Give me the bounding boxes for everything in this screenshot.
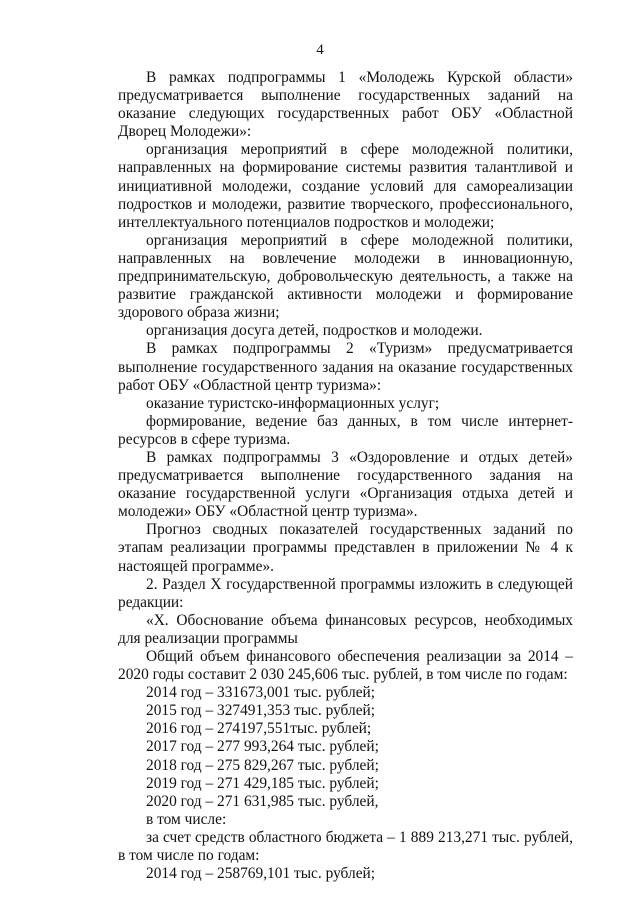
paragraph-tourism-info: оказание туристско-информационных услуг; [146, 394, 440, 412]
year-line: 2016 год – 274197,551тыс. рублей; [146, 720, 372, 738]
paragraph-forecast: Прогноз сводных показателей государственных заданий по этапам реализации программы представлен в приложении № 4 к настоящей программе». [118, 521, 573, 575]
paragraph-regional-budget: за счет средств областного бюджета – 1 889 213,271 тыс. рублей, в том числе по годам: [118, 828, 573, 865]
year-line: 2015 год – 327491,353 тыс. рублей; [146, 702, 376, 720]
paragraph-subprogram-2: В рамках подпрограммы 2 «Туризм» предусматривается выполнение государственного задания на оказание государственных работ ОБУ «Областной центр туризма»: [118, 340, 573, 394]
paragraph-databases: формирование, ведение баз данных, в том числе интернет-ресурсов в сфере туризма. [118, 412, 573, 448]
year-line: 2020 год – 271 631,985 тыс. рублей, [146, 792, 379, 810]
regional-year-line: 2014 год – 258769,101 тыс. рублей; [146, 865, 376, 883]
document-body [118, 69, 573, 883]
section-heading: «X. Обоснование объема финансовых ресурсов, необходимых для реализации программы [118, 611, 573, 647]
paragraph-subprogram-3: В рамках подпрограммы 3 «Оздоровление и отдых детей» предусматривается выполнение государственного задания на оказание государственной услуги «Организация отдыха детей и молодежи» ОБУ «Областной центр туризма». [118, 448, 573, 521]
year-line: 2018 год – 275 829,267 тыс. рублей; [146, 756, 379, 774]
paragraph-item-2: 2. Раздел X государственной программы изложить в следующей редакции: [118, 575, 573, 611]
paragraph-subprogram-1: В рамках подпрограммы 1 «Молодежь Курской области» предусматривается выполнение государственных заданий на оказание следующих государственных работ ОБУ «Областной Дворец Молодежи»: [118, 69, 573, 141]
paragraph-work-2: организация мероприятий в сфере молодежной политики, направленных на вовлечение молодежи в инновационную, предпринимательскую, добровольческую деятельность, а также на развитие гражданской активности молодежи и формирование здорового образа жизни; [118, 231, 573, 322]
year-line: 2019 год – 271 429,185 тыс. рублей; [146, 774, 379, 792]
in-that-number: в том числе: [146, 810, 227, 828]
paragraph-work-3: организация досуга детей, подростков и молодежи. [146, 322, 483, 340]
year-line: 2017 год – 277 993,264 тыс. рублей; [146, 738, 379, 756]
paragraph-work-1: организация мероприятий в сфере молодежной политики, направленных на формирование системы развития талантливой и инициативной молодежи, создание условий для самореализации подростков и молодежи, развитие творческого, профессионального, интеллектуального потенциалов подростков и молодежи; [118, 141, 573, 231]
page-number: 4 [316, 42, 324, 58]
year-line: 2014 год – 331673,001 тыс. рублей; [146, 684, 376, 702]
paragraph-total-volume: Общий объем финансового обеспечения реализации за 2014 – 2020 годы составит 2 030 245,606 тыс. рублей, в том числе по годам: [118, 648, 573, 684]
